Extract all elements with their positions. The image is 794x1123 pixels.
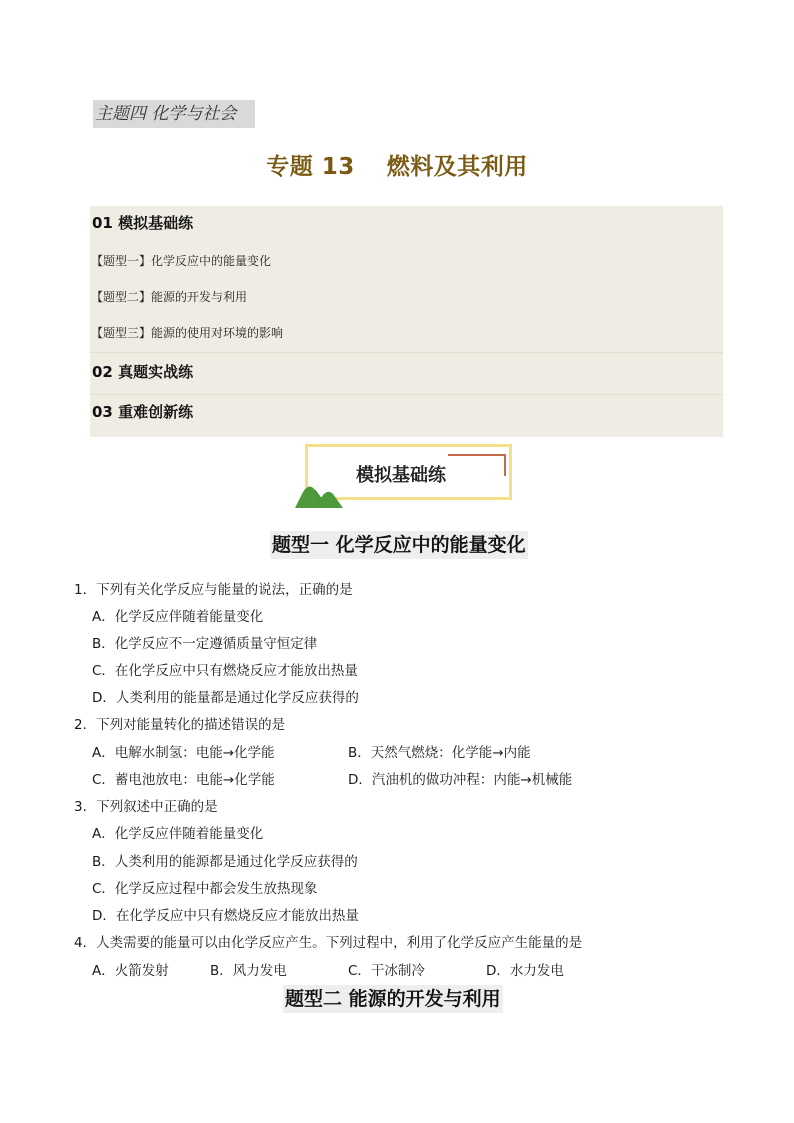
banner-decoration-line — [448, 454, 504, 456]
toc-section-2[interactable]: 02 真题实战练 — [92, 363, 194, 381]
question-4-option-a: A．火箭发射 — [92, 963, 169, 979]
toc-item-1[interactable]: 【题型一】化学反应中的能量变化 — [91, 254, 272, 268]
toc-divider — [90, 352, 723, 353]
toc-item-2[interactable]: 【题型二】能源的开发与利用 — [91, 290, 248, 304]
question-2-option-b: B．天然气燃烧：化学能→内能 — [348, 745, 531, 761]
question-3-option-d: D．在化学反应中只有燃烧反应才能放出热量 — [92, 908, 359, 924]
question-2-option-a: A．电解水制氢：电能→化学能 — [92, 745, 275, 761]
question-2-option-c: C．蓄电池放电：电能→化学能 — [92, 772, 275, 788]
topic-label: 主题四 化学与社会 — [93, 100, 255, 128]
toc-section-1[interactable]: 01 模拟基础练 — [92, 214, 194, 232]
toc-divider — [90, 394, 723, 395]
toc-item-3[interactable]: 【题型三】能源的使用对环境的影响 — [91, 326, 284, 340]
question-3-option-c: C．化学反应过程中都会发生放热现象 — [92, 881, 318, 897]
question-4-option-d: D．水力发电 — [486, 963, 564, 979]
mountain-icon — [295, 478, 345, 508]
banner-text: 模拟基础练 — [356, 465, 446, 486]
question-4-option-b: B．风力发电 — [210, 963, 287, 979]
question-3-option-a: A．化学反应伴随着能量变化 — [92, 826, 264, 842]
question-4-option-c: C．干冰制冷 — [348, 963, 425, 979]
question-2-option-d: D．汽油机的做功冲程：内能→机械能 — [348, 772, 573, 788]
question-4-stem: 4．人类需要的能量可以由化学反应产生。下列过程中，利用了化学反应产生能量的是 — [74, 935, 583, 951]
banner-decoration-line — [504, 454, 506, 476]
section-heading-2: 题型二 能源的开发与利用 — [283, 985, 503, 1013]
question-3-stem: 3．下列叙述中正确的是 — [74, 799, 218, 815]
question-3-option-b: B．人类利用的能源都是通过化学反应获得的 — [92, 854, 358, 870]
question-1-stem: 1．下列有关化学反应与能量的说法，正确的是 — [74, 582, 353, 598]
question-1-option-d: D．人类利用的能量都是通过化学反应获得的 — [92, 690, 359, 706]
question-1-option-c: C．在化学反应中只有燃烧反应才能放出热量 — [92, 663, 358, 679]
page-title: 专题 13 燃料及其利用 — [266, 154, 528, 180]
question-1-option-a: A．化学反应伴随着能量变化 — [92, 609, 264, 625]
section-heading-1: 题型一 化学反应中的能量变化 — [270, 531, 528, 559]
table-of-contents — [90, 206, 723, 437]
question-2-stem: 2．下列对能量转化的描述错误的是 — [74, 717, 286, 733]
toc-section-3[interactable]: 03 重难创新练 — [92, 403, 194, 421]
question-1-option-b: B．化学反应不一定遵循质量守恒定律 — [92, 636, 318, 652]
